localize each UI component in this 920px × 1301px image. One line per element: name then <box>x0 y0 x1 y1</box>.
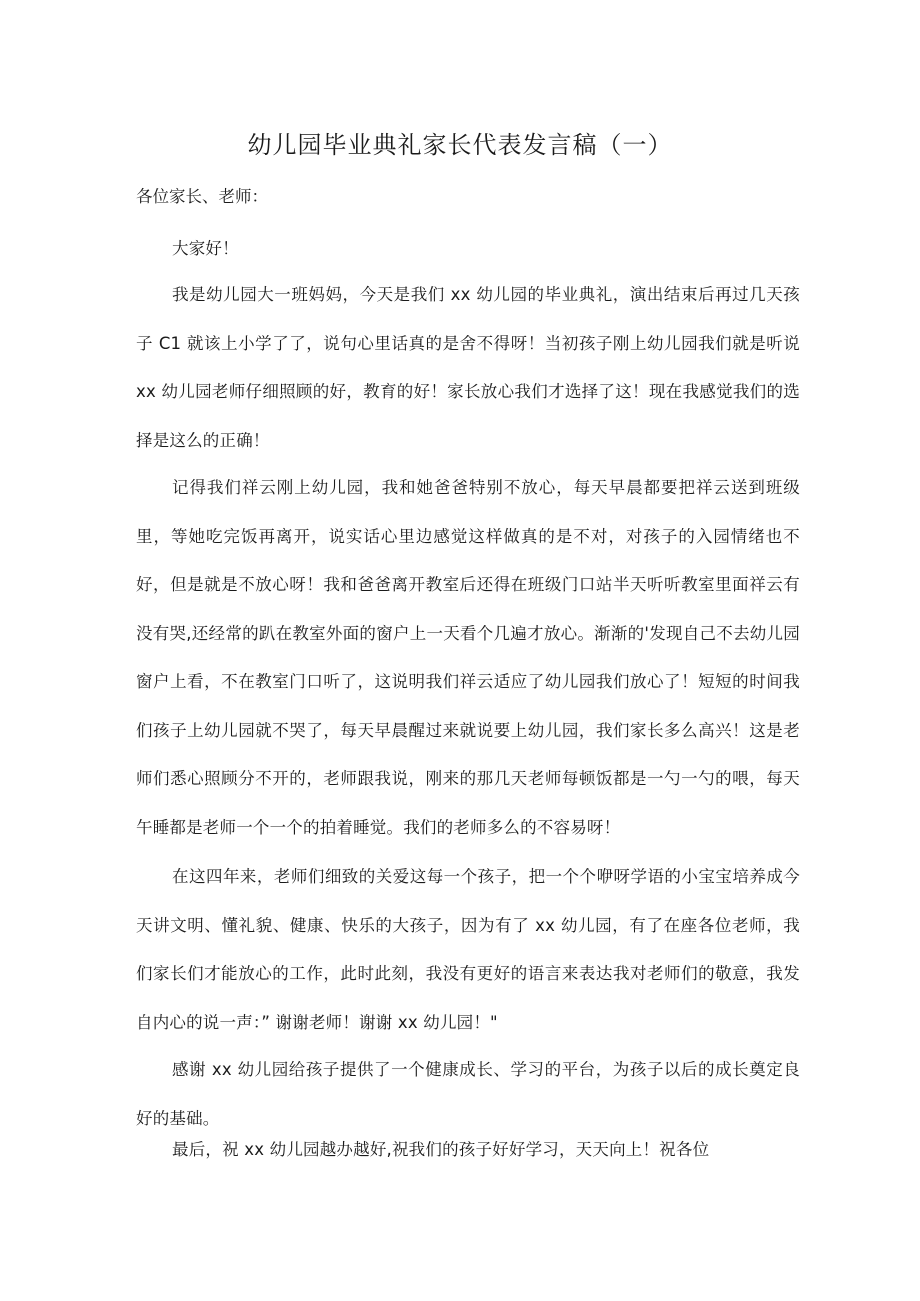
document-title: 幼儿园毕业典礼家长代表发言稿（一） <box>247 131 673 159</box>
paragraph-thanks: 感谢 xx 幼儿园给孩子提供了一个健康成长、学习的平台，为孩子以后的成长奠定良好的基础。 <box>136 1060 800 1128</box>
paragraph-closing: 最后，祝 xx 幼儿园越办越好,祝我们的孩子好好学习，天天向上！祝各位 <box>172 1140 710 1159</box>
paragraph-intro: 我是幼儿园大一班妈妈，今天是我们 xx 幼儿园的毕业典礼，演出结束后再过几天孩子 C1 就该上小学了了，说句心里话真的是舍不得呀！当初孩子刚上幼儿园我们就是听说 xx 幼儿园老师仔细照顾的好，教育的好！家长放心我们才选择了这！现在我感觉我们的选择是这么的正确！ <box>136 285 800 450</box>
paragraph-four-years: 在这四年来，老师们细致的关爱这每一个孩子，把一个个咿呀学语的小宝宝培养成今天讲文明、懂礼貌、健康、快乐的大孩子，因为有了 xx 幼儿园，有了在座各位老师，我们家长们才能放心的工作，此时此刻，我没有更好的语言来表达我对老师们的敬意，我发自内心的说一声：” 谢谢老师！谢谢 xx 幼儿园！" <box>136 867 800 1032</box>
paragraph-greeting: 大家好！ <box>172 239 239 258</box>
salutation: 各位家长、老师： <box>136 187 268 206</box>
paragraph-memories: 记得我们祥云刚上幼儿园，我和她爸爸特别不放心，每天早晨都要把祥云送到班级里，等她吃完饭再离开，说实话心里边感觉这样做真的是不对，对孩子的入园情绪也不好，但是就是不放心呀！我和爸爸离开教室后还得在班级门口站半天听听教室里面祥云有没有哭,还经常的趴在教室外面的窗户上一天看个几遍才放心。渐渐的'发现自己不去幼儿园窗户上看，不在教室门口听了，这说明我们祥云适应了幼儿园我们放心了！短短的时间我们孩子上幼儿园就不哭了，每天早晨醒过来就说要上幼儿园，我们家长多么高兴！这是老师们悉心照顾分不开的，老师跟我说，刚来的那几天老师每顿饭都是一勺一勺的喂，每天午睡都是老师一个一个的拍着睡觉。我们的老师多么的不容易呀！ <box>136 478 800 837</box>
